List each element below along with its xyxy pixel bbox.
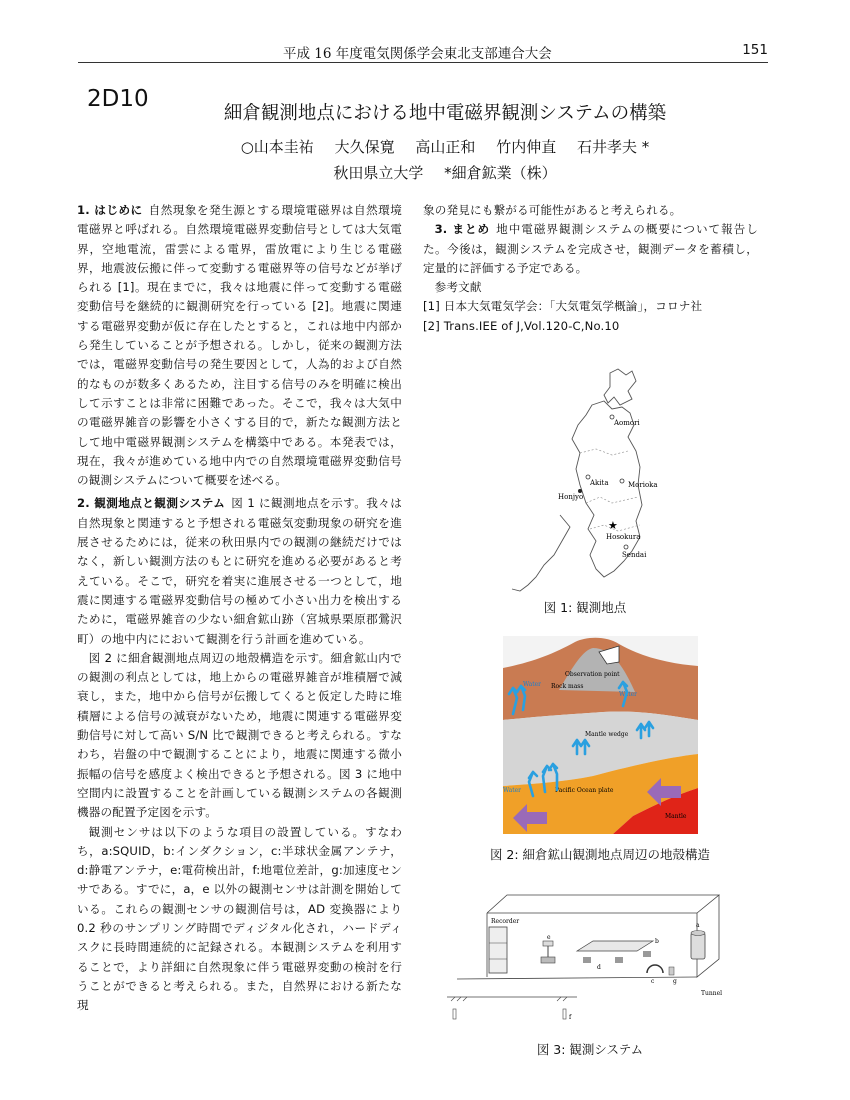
figure-3-caption: 図 3: 観測システム (536, 1042, 644, 1057)
page-header (78, 40, 768, 63)
figure-label: c (651, 978, 655, 985)
map-label: Sendai (622, 551, 647, 559)
figure-label: Mantle (665, 813, 687, 820)
figure-2-caption: 図 2: 細倉鉱山観測地点周辺の地殻構造 (489, 847, 711, 862)
author: 竹内伸直 (496, 138, 557, 156)
figure-1-caption: 図 1: 観測地点 (543, 600, 627, 615)
section-text: 自然現象を発生源とする環境電磁界は自然環境電磁界と呼ばれる。自然環境電磁界変動信号としては大気電界，空地電流，雷雲による電界，雷放電により生じる電磁界，地震波伝搬に伴って変動する電磁界等の信号などが挙げられる [1]。現在までに，我々は地震に伴って変動する電磁変動信号を継続的に観測研究を行っている [2]。地震に関連する電磁界変動が仮に存在したとすると，これは地中内部から発生していることが予想される。しかし，従来の観測方法では，電磁界変動信号の発生要因として，人為的および自然的なものが数多くあるため，注目する信号のみを明確に検出して示すことは非常に困難であった。そこで，我々は大気中の電磁界雑音の影響を小さくする目的で，新たな観測方法として地中電磁界観測システムを構築中である。本発表では，現在，我々が進めている地中内での自然環境電磁界変動信号の観測システムについて概要を述べる。 (77, 203, 402, 488)
coastline (604, 369, 636, 405)
paragraph: 図 2 に細倉観測地点周辺の地殻構造を示す。細倉鉱山内での観測の利点としては，地上からの電磁界雑音が堆積層で減衰し，また，地中から信号が伝搬してくると仮定した時に堆積層による信号の減衰がないため，地震に関連する電磁界変動信号に対して高い S/N 比で観測できると考えられる。すなわち，岩盤の中で観測することにより，地震に関連する微小振幅の信号を感度よく検出できると予想される。図 3 に地中空間内に設置することを計画している観測システムの各観測機器の配置予定図を示す。 (77, 650, 402, 820)
figure-label: e (547, 934, 551, 941)
figure-label: Mantle wedge (585, 731, 629, 738)
map-dot (624, 545, 628, 549)
figure-2-crust (503, 636, 698, 834)
paper-id: 2D10 (87, 86, 149, 112)
map-dot (620, 479, 624, 483)
electrode (563, 1009, 566, 1019)
sensor-g (669, 967, 674, 975)
figure-label: Rock mass (551, 683, 584, 690)
references-heading: 参考文献 (434, 280, 482, 295)
conference-name: 平成 16 年度電気関係学会東北支部連合大会 (283, 46, 552, 62)
paper-title: 細倉観測地点における地中電磁界観測システムの構築 (223, 103, 667, 124)
figure-label: Observation point (565, 671, 620, 678)
right-column (423, 201, 758, 336)
figure-label: Water (503, 787, 522, 794)
map-label: Akita (590, 479, 609, 487)
figure-label: g (673, 978, 677, 985)
affiliation: *細倉鉱業（株） (444, 164, 557, 182)
figure-label: Tunnel (701, 990, 723, 997)
section-heading: 3. まとめ (434, 222, 491, 237)
section-heading: 2. 観測地点と観測システム (77, 496, 226, 511)
page-number: 151 (742, 42, 768, 58)
section-3 (423, 220, 758, 278)
section-heading: 1. はじめに (77, 203, 143, 217)
figure-label: d (597, 964, 601, 971)
reference-item: [2] Trans.IEE of J,Vol.120-C,No.10 (423, 318, 620, 333)
sensor-e (541, 941, 555, 963)
paragraph: 象の発見にも繋がる可能性があると考えられる。 (423, 203, 682, 217)
figure-label: Water (619, 691, 638, 698)
reference-item: [1] 日本大気電気学会：「大気電気学概論」，コロナ社 (423, 299, 703, 314)
map-label: Aomori (614, 419, 640, 427)
figure-1-map (500, 365, 670, 595)
author-list (0, 136, 850, 157)
section-2 (77, 494, 402, 648)
map-label: Morioka (628, 481, 658, 489)
affiliation: 秋田県立大学 (333, 164, 424, 182)
star-icon: ★ (608, 519, 618, 532)
affiliation-list (0, 162, 850, 183)
author: 大久保寛 (334, 138, 395, 156)
figure-label: Water (523, 681, 542, 688)
paragraph: 観測センサは以下のような項目の設置している。すなわち，a:SQUID，b:インダクション，c:半球状金属アンテナ，d:静電アンテナ，e:電荷検出計，f:地電位差計，g:加速度センサである。すでに，a，e 以外の観測センサは計測を開始している。これらの観測センサの観測信号は，AD 変換器により 0.2 秒のサンプリング時間でディジタル化され，ハードディスクに長時間連続的に記録される。本観測システムを利用することで，より詳細に自然現象に伴う電磁界変動の検討を行うことができると考えられる。また，自然界における新たな現 (77, 824, 402, 1013)
left-column (77, 201, 402, 1015)
author: 高山正和 (415, 138, 476, 156)
coastline (512, 515, 570, 591)
sensor-c (647, 965, 663, 973)
electrode (453, 1009, 456, 1019)
section-text: 地中電磁界観測システムの概要について報告した。今後は，観測システムを完成させ，観測データを蓄積し，定量的に評価する予定である。 (423, 222, 758, 275)
map-label: Honjyo (558, 493, 584, 501)
figure-3-system (447, 885, 732, 1030)
figure-label: a (696, 922, 700, 929)
map-label: Hosokura (606, 533, 641, 541)
author: 石井孝夫 * (576, 138, 650, 156)
section-text: 図 1 に観測地点を示す。我々は自然現象と関連すると予想される電磁気変動現象の研究を進展させるためには，従来の秋田県内での観測の継続だけではなく，新しい観測方法のもとに研究を進める必要があると考えている。そこで，研究を着実に進展させる一つとして，地震に関連する電磁界変動信号の極めて小さい出力を検出するために，電磁界雑音の少ない細倉鉱山跡（宮城県栗原郡鶯沢町）の地中内ににおいて観測を行う計画を進めている。 (77, 496, 402, 646)
figure-label: f (569, 1014, 572, 1021)
section-1 (77, 201, 402, 490)
sensor-d (577, 941, 653, 963)
figure-label: b (655, 938, 659, 945)
author: ○山本圭祐 (240, 138, 314, 156)
ground-hatch (451, 997, 567, 1001)
recorder-rack (489, 927, 507, 973)
figure-label: Recorder (491, 918, 520, 925)
figure-label: Pacific Ocean plate (555, 787, 614, 794)
sensor-a (691, 931, 705, 960)
